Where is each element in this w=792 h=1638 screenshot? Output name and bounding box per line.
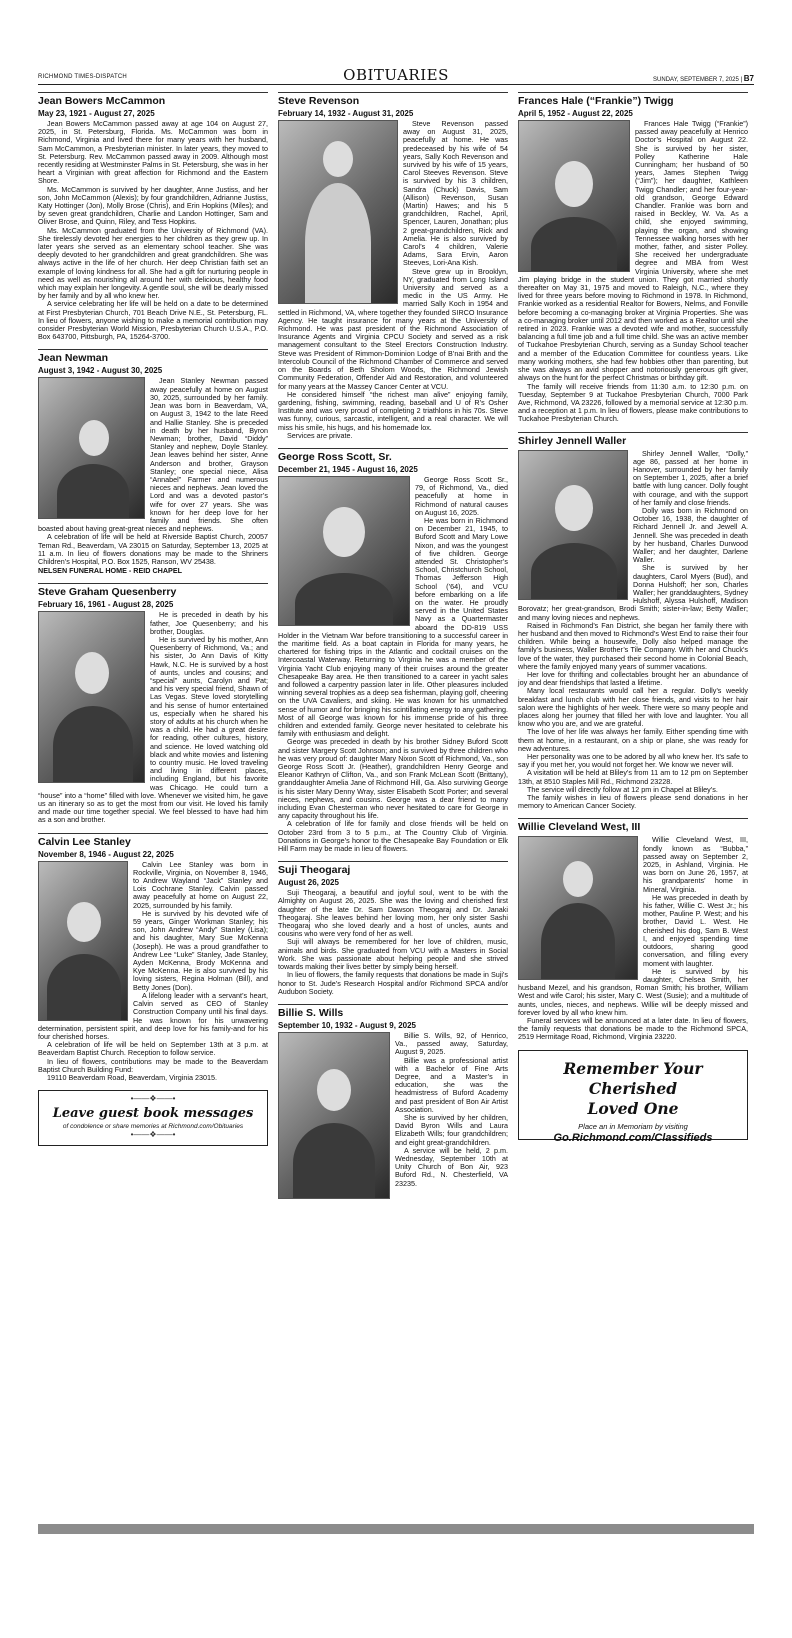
column-1 [38,92,268,1146]
obituary-name: Steve Revenson [278,92,508,107]
paragraph: The service will directly follow at 12 pm in Chapel at Bliley’s. [527,784,718,794]
paragraph: Jean Bowers McCammon passed away at age 104 on August 27, 2025, in St. Petersburg, Florida. Ms. McCammon was born in Richmond, Virginia and lived there for many years with her husband, Sam McCammon, a Presbyterian minister. In later years, they moved to St. Petersburg. Rev. McCammon passed away in 2009. Although most recently residing at Westminster Palms in St. Petersburg, she was in her heart a Virginian with great affection for Richmond and the Eastern Shore. [38,119,268,186]
paragraph: In lieu of flowers, the family requests that donations be made in Suji’s honor to St. Jude’s Research Hospital and/or Richmond SPCA and/or Audubon Society. [278,970,508,996]
footer-bar [38,1524,754,1534]
obituary-text [278,1032,508,1188]
column-2 [278,92,508,1200]
paragraph: Frances Hale Twigg (“Frankie”) passed away peacefully at Henrico Doctor’s Hospital on August 22. She is survived by her sister, Polley Katherine Hale Cunningham; her husband of 50 years, James Stephen Twigg (“Jim”); her daughter, Kathleen Twigg Chandler; and her four-year-old grandson, George Edward Chandler. Frankie was born and raised in Beckley, W. Va. As a child, she enjoyed swimming, playing the organ, and showing Tennessee walking horses with her mother, father, and sister Polley. She received her undergraduate degree and MBA from West Virginia University, where she met Jim playing bridge in the student union. They got married shortly thereafter on May 31, 1975 and moved to Raleigh, N.C., where they lived for three years before moving to Richmond in 1978. In Richmond, Frankie worked as a residential Realtor for Bowers, Nelms, and Fonville before becoming a co-managing broker at Virginia Properties. She was a co-managing broker until 2012 and then worked as a Realtor until she retired in 2023. Frankie was a devoted wife and mother, successfully balancing a full time job and a full time child. She was an active member of Tuckahoe Presbyterian Church, serving as a Sunday School teacher and a member of the Education Committee for countless years. Like many working mothers, she had few hobbies other than parenting, but she was always an avid shopper and notoriously generous gift giver, always on the hunt for the perfect Christmas or birthday gift. [518,119,748,383]
obituary-dates: February 14, 1932 - August 31, 2025 [278,109,414,118]
obituary-name: Suji Theogaraj [278,861,508,876]
column-3 [518,92,748,1144]
paragraph: Steve grew up in Brooklyn, NY, graduated from Long Island University and served as a medic in the US Army. He married Sally Koch in 1954 and settled in Richmond, VA, where together they founded SIRCO Insurance Agency. He taught insurance for many years at the University of Richmond. He was past president of the Richmond Association of Insurance Agents and Virginia CPCU Society and served as a risk management consultant to the Steel Erectors Construction Industry. Steve was President of Rimmon-Dominion Lodge of B’nai Brith and the Intercolub Council of the Richmond Chamber of Commerce and served on the Boards of Beth Sholom Woods, the Richmond Jewish Community Federation, Offender Aid and Restoration, and volunteered for many years at the Massey Cancer Center at VCU. [278,266,508,391]
obituary-dates: August 26, 2025 [278,878,339,888]
obituary-text [278,476,508,853]
portrait-photo [278,120,398,304]
paragraph: A lifelong leader with a servant’s heart, Calvin served as CEO of Stanley Construction Company until his final days. He was known for his unwavering determination, persistent spirit, and deep love for his family-and for his four cherished horses. [38,990,268,1041]
paragraph: Ms. McCammon graduated from the University of Richmond (VA). She tirelessly devoted her energies to her children as they grew up. In later years she served as an elementary school teacher. She was deeply devoted to her grandchildren and great grandchildren. She was always active in the life of her church. Her deep Christian faith set an example of loving kindness for all. She had a gift for nurturing people in need as well as nourishing all around her with delicious, healthy food which may explain her longevity. A gentle soul, she will be dearly missed by her family and by all who knew her. [38,225,268,301]
portrait-photo [38,861,128,1021]
memoriam-subtitle: Place an in Memoriam by visiting [578,1121,688,1131]
guestbook-subtitle: of condolence or share memories at Richmond.com/Obituaries [62,1123,244,1131]
obituary-dates: November 8, 1946 - August 22, 2025 [38,849,174,859]
paragraph: Willie Cleveland West, III, fondly known as “Bubba,” passed away on September 2, 2025, in Ashland, Virginia. He was born on June 26, 1957, at his grandparents’ home in Mineral, Virginia. [643,835,748,894]
obituary-newman [38,349,268,575]
obituary-name: Jean Newman [38,349,268,364]
obituary-theogaraj [278,861,508,996]
obituary-scott [278,448,508,853]
obituary-text [38,861,268,1082]
obituary-waller [518,432,748,811]
paragraph: Funeral services will be announced at a later date. In lieu of flowers, the family requests that donations be made to the Richmond SPCA, 2519 Hermitage Road, Richmond, Virginia 23220. [518,1015,748,1042]
paragraph: A celebration of life will be held on September 13th at 3 p.m. at Beaverdam Baptist Church. Reception to follow service. [38,1040,268,1058]
memoriam-title-line-2: Loved One [587,1098,679,1118]
ornament-icon: •——❖——• [130,1094,176,1104]
paragraph: Shirley Jennell Waller, “Dolly,” age 86, passed at her home in Hanover, surrounded by her family on September 1, 2025, after a brief battle with lung cancer. Dolly fought with courage, and with the support of her family and close friends. [633,448,748,507]
paragraph: A celebration of life for family and close friends will be held on October 23rd from 3 to 5 p.m., at The Country Club of Virginia. Donations in George’s honor to the Chesapeake Bay Foundation or Elk Hill Farm may be made in lieu of flowers. [278,819,508,854]
obituary-quesenberry [38,583,268,824]
obituary-dates: September 10, 1932 - August 9, 2025 [278,1020,416,1030]
obituary-dates: August 3, 1942 - August 30, 2025 [38,366,163,376]
funeral-home: NELSEN FUNERAL HOME - REID CHAPEL [38,566,183,576]
paragraph: Services are private. [287,430,353,440]
portrait-photo [518,120,630,272]
paragraph: He is survived by his daughter, Chelsea Smith, her husband Mezel, and his grandson, Roman Smith; his brother, William West and wife Carol; his sister, Mary C. West (Susie); and a multitude of aunts, uncles, nieces, and nephews. Willie will be deeply missed and forever loved by all who knew him. [518,966,748,1017]
obituary-text [278,120,508,440]
paragraph: Her love for thrifting and collectables brought her an abundance of joy and dear friendships that lasted a lifetime. [518,670,748,688]
obituary-twigg [518,92,748,424]
paragraph: 19110 Beaverdam Road, Beaverdam, Virginia 23015. [47,1072,217,1082]
obituary-text [518,120,748,424]
memoriam-title-line-1: Remember Your Cherished [563,1058,703,1098]
obituary-text [278,889,508,996]
obituary-dates: February 16, 1961 - August 28, 2025 [38,600,174,610]
paragraph: Ms. McCammon is survived by her daughter, Anne Justiss, and her son, John McCammon (Alexis); by four grandchildren, Adrianne Justiss, Katy Hottinger (Jon), Molly Brose (Chris), and Erin Hopkins (Miles); and by seven great grandchildren, Charlie and Landon Hottinger, Sam and Oliver Brose, and Quinn, Riley, and Tess Hopkins. [38,184,268,227]
masthead [38,62,754,85]
paragraph: A visitation will be held at Bliley’s from 11 am to 12 pm on September 13th, at 8510 Staples Mill Rd., Richmond 23228. [518,768,748,786]
obituary-name: Billie S. Wills [278,1004,508,1019]
issue-date: SUNDAY, SEPTEMBER 7, 2025 [653,77,739,83]
paragraph: A service will be held, 2 p.m. Wednesday, September 10th at Unity Church of Bon Air, 923 Buford Rd., N. Chesterfield, VA 23235. [395,1145,508,1188]
obituary-dates: May 23, 1921 - August 27, 2025 [38,109,155,118]
paragraph: He is survived by his devoted wife of 59 years, Ginger Workman Stanley; his son, John Andrew “Andy” Stanley (Lisa); and his daughter, Mary Sue McKenna (Joseph). He was a proud grandfather to Andrew Lee “Luke” Stanley, Jade Stanley, Ayden McKenna, Brody McKenna and Kye McKenna. He is also survived by his loving sisters, Regina Holman (Bill), and Betty Jones (Don). [133,908,268,992]
obituary-revenson [278,92,508,440]
guestbook-ad[interactable] [38,1090,268,1146]
obituary-dates: April 5, 1952 - August 22, 2025 [518,109,633,118]
obituary-text [518,450,748,811]
obituary-name: George Ross Scott, Sr. [278,448,508,463]
obituary-dates: December 21, 1945 - August 16, 2025 [278,464,418,474]
paragraph: He was born in Richmond on December 21, 1945, to Buford Scott and Mary Lowe Nixon, and was the youngest of five children. George attended St. Christopher’s School, Christchurch School, Thomas Jefferson High School (’64), and VCU before embarking on a life on the water. He proudly served in the United States Navy as a Quartermaster aboard the DD-819 USS Holder in the Vietnam War before transitioning to a successful career in the maritime field. As a boat captain in Florida for many years, he chartered for fishing trips in the Atlantic and cocktail cruises on the Intercoastal Waterway. Returning to Virginia he was a member of the Virginia Yacht Club enjoying many of their cruises around the greater Chesapeake Bay area. He then transitioned to a career in yacht sales and followed a carpentry passion later in life. Other pleasures included winning several trophies as a deep sea fisherman, playing golf, cheering on the UVA Cavaliers, and skiing. He was known for his unmatched sense of humor and for bringing his scintillating energy to any gathering. Most of all George was known for his immense pride of his three children and extended family. George never hesitated to celebrate his family with enthusiasm and delight. [278,515,508,739]
obituary-text [38,611,268,824]
paragraph: Billie was a professional artist with a Bachelor of Fine Arts Degree, and a Master’s in education, she was the headmistress of Buford Academy and past president of Bon Air Artist Association. [395,1055,508,1114]
obituary-name: Jean Bowers McCammon [38,92,268,107]
paragraph: The family will receive friends from 11:30 a.m. to 12:30 p.m. on Tuesday, September 9 at Tuckahoe Presbyterian Church, 7000 Park Ave, Richmond, VA 23226, followed by a memorial service at 12:30 p.m. and a reception at 1 p.m. In lieu of flowers, please make contributions to Tuckahoe Presbyterian Church. [518,381,748,424]
paragraph: Suji Theogaraj, a beautiful and joyful soul, went to be with the Almighty on August 26, 2025. She was the loving and cherished first daughter of the late Dr. Sam Dawson Theogaraj and Dr. Janaki Theogaraj. She leaves behind her loving mom, her only sister Sashi Theogaraj who she loved dearly and a host of uncles, aunts and cousins who were very fond of her as well. [278,888,508,939]
paragraph: She is survived by her children, David Byron Wills and Laura Elizabeth Wills; four grandchildren; and eight great-grandchildren. [395,1112,508,1147]
obituary-name: Frances Hale (“Frankie”) Twigg [518,92,748,107]
paragraph: In lieu of flowers, contributions may be made to the Beaverdam Baptist Church Building Fund: [38,1056,268,1074]
portrait-photo [278,476,410,626]
paragraph: Her personality was one to be adored by all who knew her. It’s safe to say if you met her, you would not forget her. We know we never will. [518,752,748,770]
portrait-photo [38,611,145,783]
portrait-photo [518,450,628,600]
paragraph: George was preceded in death by his brother Sidney Buford Scott and sister Margery Scott Johnson; and is survived by three children who he was very proud of: daughter Mary Nixon Scott of Richmond, Va., son George Ross Scott Jr. (Heather), grandchildren Henry George and Eleanor Kathryn of Clifton, Va., and son Frank McLean Scott (Brittany), granddaughter Amelia Jane of Richmond Hill, Ga. Also surviving George is his sister Mary Denny Wray, sister Elisabeth Scott Porter; and several nieces, nephews, and cousins. George was a dear friend to many including Evan Chesterman who never hesitated to care for George in any capacity throughout his life. [278,737,508,821]
portrait-photo [518,836,638,980]
classifieds-link[interactable]: Go.Richmond.com/Classifieds [553,1131,713,1144]
paragraph: The love of her life was always her family. Either spending time with them at home, in a restaurant, on a ship or plane, she was ready for new adventures. [518,727,748,753]
paragraph: He is preceded in death by his father, Joe Quesenberry; and his brother, Douglas. [150,610,268,636]
page-number: B7 [743,74,754,83]
paragraph: Calvin Lee Stanley was born in Rockville, Virginia, on November 8, 1946, to Andrew Wayland “Jack” Stanley and Lois Cochrane Stanley. Calvin passed away peacefully at home on August 22, 2025, surrounded by his family. [133,859,268,910]
obituary-west [518,818,748,1041]
paragraph: He is survived by his mother, Ann Quesenberry of Richmond, Va.; and his sister, Jo Ann Davis of Kitty Hawk, N.C. He is survived by a host of aunts, uncles and cousins; and “special” aunts, Carolyn and Pat; and his very special friend, Shawn of Las Vegas. Steve loved storytelling and his sense of humor entertained us, especially when he shared his story of adults at his church when he was a child. He had a great desire for reading, other cultures, history, and science. He loved watching old black and white movies and listening to country music. He loved traveling and living in different places, including England, but his favorite was Chicago. He could turn a “house” into a “home” filled with love. Whenever we visited him, he gave us an itinerary so as to get the most from our visit. He loved his family and made our time together special. We feel blessed to have had him as a son and brother. [38,634,268,825]
paragraph: Billie S. Wills, 92, of Henrico, Va., passed away, Saturday, August 9, 2025. [395,1030,508,1057]
portrait-photo [278,1032,390,1199]
paragraph: Raised in Richmond’s Fan District, she began her family there with her husband and then moved to Richmond’s West End to raise their four children. While being a housewife, Dolly also helped manage the family’s business, Waller Brother’s Tile Company. With her and Chuck’s love of the water, they purchased their second home in Colonial Beach, where the family enjoyed many years of summer vacations. [518,620,748,671]
paper-name: RICHMOND TIMES-DISPATCH [38,74,127,80]
obituary-wills [278,1004,508,1188]
ornament-icon: •——❖——• [130,1130,176,1140]
portrait-photo [38,377,145,519]
obituary-name: Shirley Jennell Waller [518,432,748,447]
paragraph: Many local restaurants would call her a regular. Dolly’s weekly breakfast and lunch club with her close friends, and visits to her hair salon were the highlights of her week. There were so many people and places along her journey that filled her with love and laughter. You all know who you are, and we are grateful. [518,686,748,729]
paragraph: A celebration of life will be held at Riverside Baptist Church, 20057 Teman Rd., Beaverdam, VA 23015 on Saturday, September 13, 2025 at 11 a.m. In lieu of flowers donations may be made to the Shriners Children’s Hospital, P.O. Box 1525, Ranson, WV 25438. [38,532,268,566]
guestbook-title: Leave guest book messages [52,1106,254,1122]
obituary-name: Calvin Lee Stanley [38,833,268,848]
paragraph: Suji will always be remembered for her love of children, music, animals and birds. She graduated from VCU with a Masters in Social Work. She was passionate about helping people and she strived towards making their lives better by simply being herself. [278,937,508,972]
page-info: SUNDAY, SEPTEMBER 7, 2025 | B7 [653,74,754,83]
paragraph: Steve Revenson passed away on August 31, 2025, peacefully at home. He was predeceased by his wife of 54 years, Sally Koch Revenson and survived by his wife of 15 years, Carol Steeves Revenson. Steve is survived by his 3 children, Sandra (Chuck) Davis, Sam (Allison) Revenson, Susan (Martin) Hawes; and his 5 grandchildren, Rachel, April, Spencer, Lauren, Jonathan; plus 2 great-grandchildren, Rick and Amelia. He is also survived by Carol’s 4 children, Valerie Adams, Sara Ervin, Aaron Steeves, Lori-Ana Kish. [403,119,508,268]
obituary-mccammon [38,92,268,341]
paragraph: She is survived by her daughters, Carol Myers (Bud), and Donna Hulshoff; her son, Charles Waller; her granddaughters, Sydney Hulshoff, Alyssa Hulshoff, Madison Borovatz; her great-grandson, Brodi Smith; sister-in-law; Betty Waller; and many loving nieces and nephews. [518,563,748,622]
obituary-text [518,836,748,1041]
paragraph: Dolly was born in Richmond on October 16, 1938, the daughter of Richard Jennell Jr. and Jewell A. Jennell. She was preceded in death by her husband, Charles Durwood Waller; and her daughter, Darlene Waller. [633,505,748,565]
obituary-name: Steve Graham Quesenberry [38,583,268,598]
paragraph: A service celebrating her life will be held on a date to be determined at First Presbyterian Church, 701 Beach Drive N.E., St. Petersburg, FL. In lieu of flowers, anyone wishing to make a memorial contribution may consider Presbyterian World Mission, Presbyterian Church U.S.A., P.O. Box 643700, Pittsburgh, PA, 15264-3700. [38,299,268,342]
paragraph: George Ross Scott Sr., 79, of Richmond, Va., died peacefully at home in Richmond of natural causes on August 16, 2025. [415,474,508,517]
paragraph: The family wishes in lieu of flowers please send donations in her memory to American Cancer Society. [518,793,748,811]
memoriam-ad[interactable] [518,1050,748,1144]
section-title: OBITUARIES [343,66,449,84]
obituary-text [38,377,268,575]
obituary-text [38,120,268,341]
paragraph: Jean Stanley Newman passed away peacefully at home on August 30, 2025, surrounded by her family. Jean was born in Beaverdam, VA, on August 3, 1942 to the late Reed and Hallie Stanley. She is preceded in death by her husband, Byron Newman; brother, David “Diddy” Stanley and nephew, Doyle Stanley. Jean leaves behind her sister, Anne Anderson and brother, Grayson Stanley; one special niece, Alisa “Annabel” Farmer and numerous nieces and nephews. Jean loved the Lord and was a devoted pastor’s wife for over 27 years. She was known for her deep love for her family and friends. She often boasted about having great-great nieces and nephews. [38,376,268,534]
obituary-name: Willie Cleveland West, III [518,818,748,833]
paragraph: He considered himself “the richest man alive” enjoying family, gardening, fishing, swimming, reading, baseball and U of R’s Osher Institute and was very proud of completing 2 triathlons in his 70s. Steve was funny, curious, sarcastic, intelligent, and a real character. We will miss his smile, his hugs, and his homemade lox. [278,389,508,432]
paragraph: He was preceded in death by his father, Willie C. West Jr.; his mother, Pauline P. West; and his brother, David L. West. He cherished his dog, Sam B. West I, and enjoyed spending time outdoors, sharing good conversation, and filling every moment with laughter. [643,892,748,968]
obituary-stanley [38,833,268,1082]
